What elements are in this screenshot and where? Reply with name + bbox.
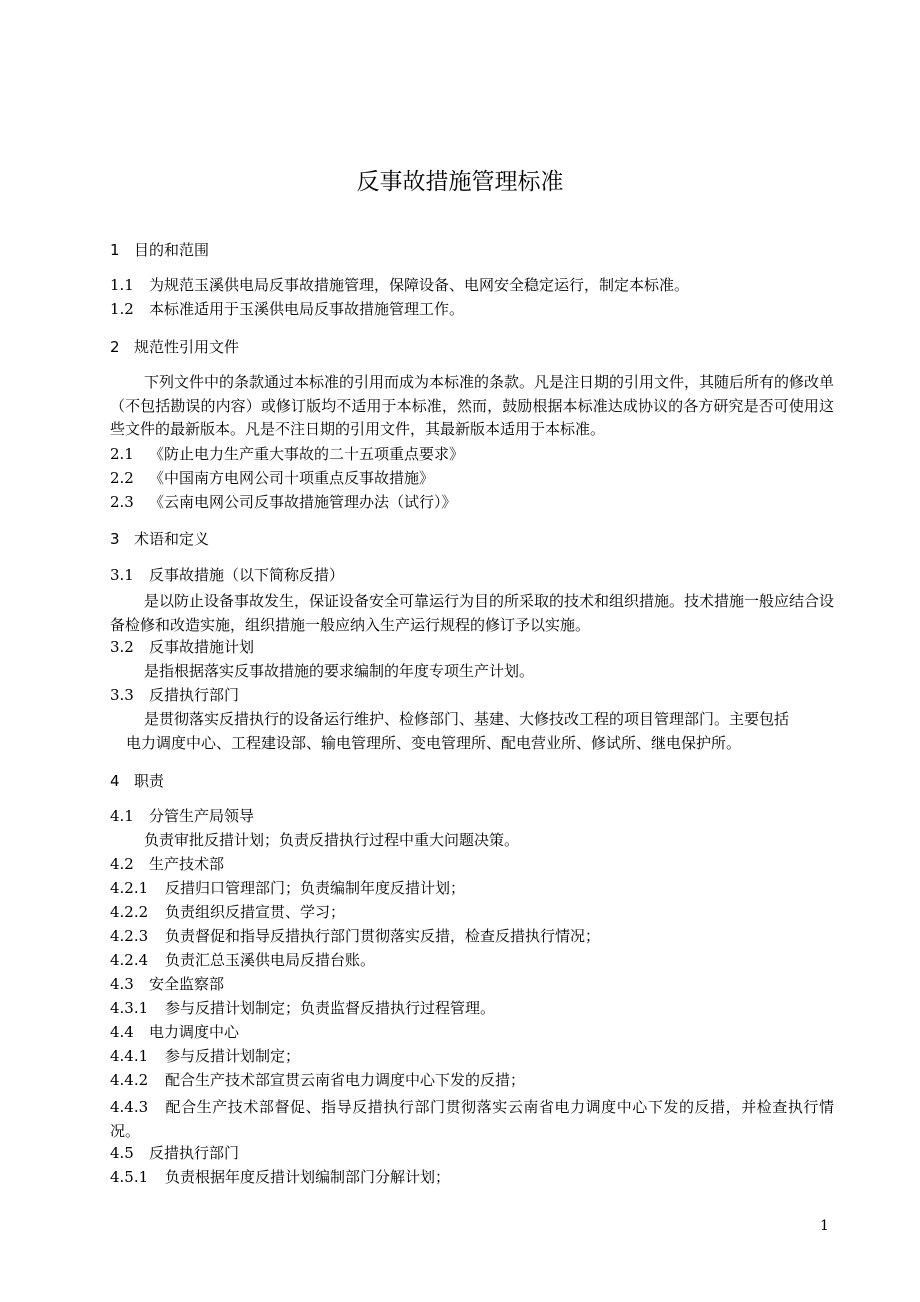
clause-4-1: 4.1 分管生产局领导 xyxy=(110,807,255,825)
clause-4-1-body: 负责审批反措计划；负责反措执行过程中重大问题决策。 xyxy=(144,831,520,849)
clause-4-2: 4.2 生产技术部 xyxy=(110,855,225,873)
section-heading-4: 4 职责 xyxy=(110,772,165,790)
clause-3-1-body: 是以防止设备事故发生，保证设备安全可靠运行为目的所采取的技术和组织措施。技术措施一般应结合设备检修和改造实施，组织措施一般应纳入生产运行规程的修订予以实施。 xyxy=(110,592,835,634)
clause-4-4-3: 4.4.3 配合生产技术部督促、指导反措执行部门贯彻落实云南省电力调度中心下发的反措，并检查执行情况。 xyxy=(110,1098,834,1140)
clause-3-2: 3.2 反事故措施计划 xyxy=(110,638,255,656)
clause-3-3-body-line-2: 电力调度中心、工程建设部、输电管理所、变电管理所、配电营业所、修试所、继电保护所。 xyxy=(126,734,742,752)
clause-3-2-body: 是指根据落实反事故措施的要求编制的年度专项生产计划。 xyxy=(144,662,535,680)
clause-2-2: 2.2 《中国南方电网公司十项重点反事故措施》 xyxy=(110,469,435,487)
clause-2-1: 2.1 《防止电力生产重大事故的二十五项重点要求》 xyxy=(110,445,465,463)
section-heading-3: 3 术语和定义 xyxy=(110,530,210,548)
clause-3-3-body-line-1: 是贯彻落实反措执行的设备运行维护、检修部门、基建、大修技改工程的项目管理部门。主要包括 xyxy=(144,710,790,728)
clause-3-1: 3.1 反事故措施（以下简称反措） xyxy=(110,566,345,584)
clause-4-2-4: 4.2.4 负责汇总玉溪供电局反措台账。 xyxy=(110,951,376,969)
clause-4-2-1: 4.2.1 反措归口管理部门；负责编制年度反措计划； xyxy=(110,879,466,897)
clause-4-4: 4.4 电力调度中心 xyxy=(110,1023,240,1041)
clause-2-3: 2.3 《云南电网公司反事故措施管理办法（试行）》 xyxy=(110,493,457,511)
clause-1-1: 1.1 为规范玉溪供电局反事故措施管理，保障设备、电网安全稳定运行，制定本标准。 xyxy=(110,276,690,294)
clause-4-2-3: 4.2.3 负责督促和指导反措执行部门贯彻落实反措，检查反措执行情况； xyxy=(110,927,601,945)
clause-4-4-2: 4.4.2 配合生产技术部宣贯云南省电力调度中心下发的反措； xyxy=(110,1071,526,1089)
section-heading-1: 1 目的和范围 xyxy=(110,241,210,259)
clause-4-3-1: 4.3.1 参与反措计划制定；负责监督反措执行过程管理。 xyxy=(110,999,496,1017)
clause-1-2: 1.2 本标准适用于玉溪供电局反事故措施管理工作。 xyxy=(110,300,465,318)
normative-references-paragraph: 下列文件中的条款通过本标准的引用而成为本标准的条款。凡是注日期的引用文件，其随后所有的修改单（不包括勘误的内容）或修订版均不适用于本标准，然而，鼓励根据本标准达成协议的各方研究是否可使用这些文件的最新版本。凡是不注日期的引用文件，其最新版本适用于本标准。 xyxy=(110,373,835,438)
clause-4-3: 4.3 安全监察部 xyxy=(110,975,225,993)
section-heading-2: 2 规范性引用文件 xyxy=(110,338,240,356)
clause-4-5: 4.5 反措执行部门 xyxy=(110,1144,240,1162)
clause-4-5-1: 4.5.1 负责根据年度反措计划编制部门分解计划； xyxy=(110,1168,451,1186)
document-title: 反事故措施管理标准 xyxy=(356,169,564,195)
clause-3-3: 3.3 反措执行部门 xyxy=(110,686,240,704)
clause-4-2-2: 4.2.2 负责组织反措宣贯、学习； xyxy=(110,903,346,921)
page-number: 1 xyxy=(820,1218,829,1234)
clause-4-4-1: 4.4.1 参与反措计划制定； xyxy=(110,1047,301,1065)
